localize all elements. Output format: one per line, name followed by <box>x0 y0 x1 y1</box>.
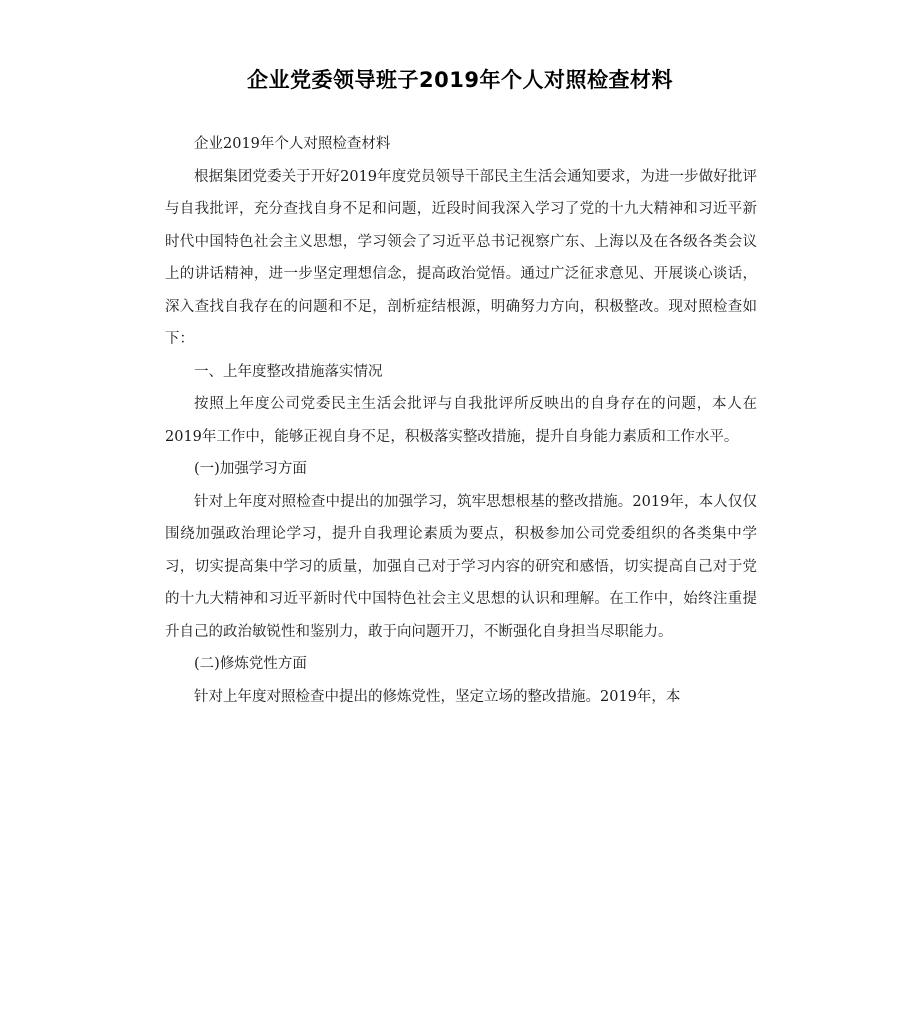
paragraph-intro: 根据集团党委关于开好2019年度党员领导干部民主生活会通知要求，为进一步做好批评与自我批评，充分查找自身不足和问题，近段时间我深入学习了党的十九大精神和习近平新时代中国特色社会主义思想，学习领会了习近平总书记视察广东、上海以及在各级各类会议上的讲话精神，进一步坚定理想信念，提高政治觉悟。通过广泛征求意见、开展谈心谈话，深入查找自我存在的问题和不足，剖析症结根源，明确努力方向，积极整改。现对照检查如下： <box>165 168 757 347</box>
paragraph-subsection-2: 针对上年度对照检查中提出的修炼党性，坚定立场的整改措施。2019年，本 <box>194 688 681 705</box>
document-title: 企业党委领导班子2019年个人对照检查材料 <box>247 68 673 92</box>
paragraph-subsection-1: 针对上年度对照检查中提出的加强学习，筑牢思想根基的整改措施。2019年，本人仅仅围绕加强政治理论学习，提升自我理论素质为要点，积极参加公司党委组织的各类集中学习，切实提高集中学习的质量，加强自己对于学习内容的研究和感悟，切实提高自己对于党的十九大精神和习近平新时代中国特色社会主义思想的认识和理解。在工作中，始终注重提升自己的政治敏锐性和鉴别力，敢于向问题开刀，不断强化自身担当尽职能力。 <box>165 493 757 640</box>
subsection-heading-2: (二)修炼党性方面 <box>194 656 307 672</box>
paragraph-section-1: 按照上年度公司党委民主生活会批评与自我批评所反映出的自身存在的问题，本人在2019年工作中，能够正视自身不足，积极落实整改措施，提升自身能力素质和工作水平。 <box>165 396 757 445</box>
document-body <box>165 128 757 713</box>
subsection-heading-1: (一)加强学习方面 <box>194 461 307 477</box>
paragraph-subtitle: 企业2019年个人对照检查材料 <box>194 136 391 152</box>
section-heading-1: 一、上年度整改措施落实情况 <box>194 363 383 380</box>
